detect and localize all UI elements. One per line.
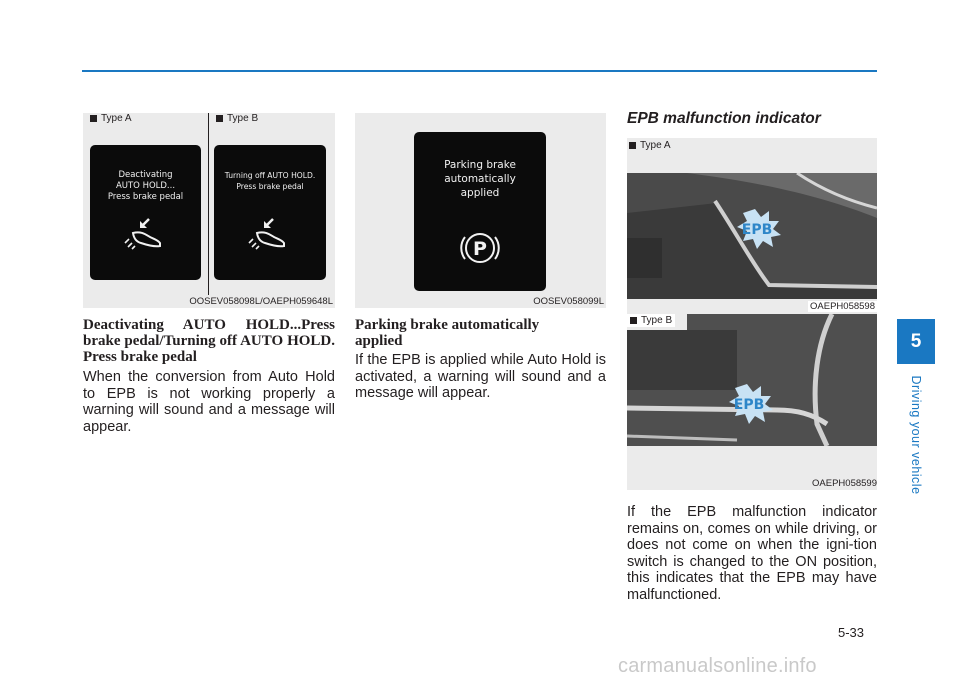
screen-a-line-2: AUTO HOLD... xyxy=(115,181,176,191)
figure-parking-brake-applied xyxy=(355,113,606,308)
section-title: EPB malfunction indicator xyxy=(627,110,821,127)
svg-text:P: P xyxy=(473,238,487,260)
brake-pedal-icon xyxy=(247,217,295,253)
figure-epb-indicator xyxy=(627,138,877,490)
figure-auto-hold-messages xyxy=(83,113,335,308)
figure-divider xyxy=(208,113,209,295)
type-a-label: Type A xyxy=(629,140,671,151)
section-heading: Deactivating AUTO HOLD...Press brake pedal/Turning off AUTO HOLD. Press brake pedal xyxy=(83,317,335,365)
figure-code: OOSEV058098L/OAEPH059648L xyxy=(189,296,333,307)
screen-a-line-1: Deactivating xyxy=(118,170,173,180)
type-b-label: Type B xyxy=(627,314,675,327)
watermark: carmanualsonline.info xyxy=(618,655,817,677)
parking-brake-p-icon xyxy=(459,227,501,269)
cluster-type-a-image xyxy=(627,173,877,299)
brake-pedal-icon xyxy=(123,217,171,253)
chapter-number-tab: 5 xyxy=(897,319,935,364)
figure-code: OAEPH058599 xyxy=(812,478,877,489)
square-bullet-icon xyxy=(216,115,223,122)
screen-line-1: Parking brake xyxy=(444,159,516,171)
svg-text:EPB: EPB xyxy=(733,397,765,413)
display-screen-type-b xyxy=(214,145,326,280)
cluster-type-b-image xyxy=(627,314,877,446)
screen-a-line-3: Press brake pedal xyxy=(107,192,184,202)
screen-b-line-2: Press brake pedal xyxy=(236,182,304,191)
screen-line-3: applied xyxy=(460,187,500,199)
header-rule xyxy=(82,70,877,72)
figure-code: OOSEV058099L xyxy=(533,296,604,307)
display-screen-parking xyxy=(414,132,546,291)
section-body: When the conversion from Auto Hold to EPB is not working properly a warning will sound and a message will appear. xyxy=(83,369,335,435)
square-bullet-icon xyxy=(90,115,97,122)
type-a-label: Type A xyxy=(90,113,132,124)
type-b-label: Type B xyxy=(216,113,258,124)
chapter-title-vertical: Driving your vehicle xyxy=(909,375,923,495)
section-heading: Parking brake automatically applied xyxy=(355,317,540,349)
section-body: If the EPB malfunction indicator remains on, comes on while driving, or does not come on when the igni-tion switch is changed to the ON position, this indicates that the EPB may have malfunctioned. xyxy=(627,504,877,603)
square-bullet-icon xyxy=(629,142,636,149)
display-screen-type-a xyxy=(90,145,201,280)
section-body: If the EPB is applied while Auto Hold is activated, a warning will sound and a message will appear. xyxy=(355,352,606,402)
figure-code-label: OAEPH058598 xyxy=(810,301,875,312)
page-number: 5-33 xyxy=(838,625,865,640)
svg-text:EPB: EPB xyxy=(741,222,773,238)
screen-line-2: automatically xyxy=(444,173,516,185)
screen-b-line-1: Turning off AUTO HOLD. xyxy=(224,171,316,180)
